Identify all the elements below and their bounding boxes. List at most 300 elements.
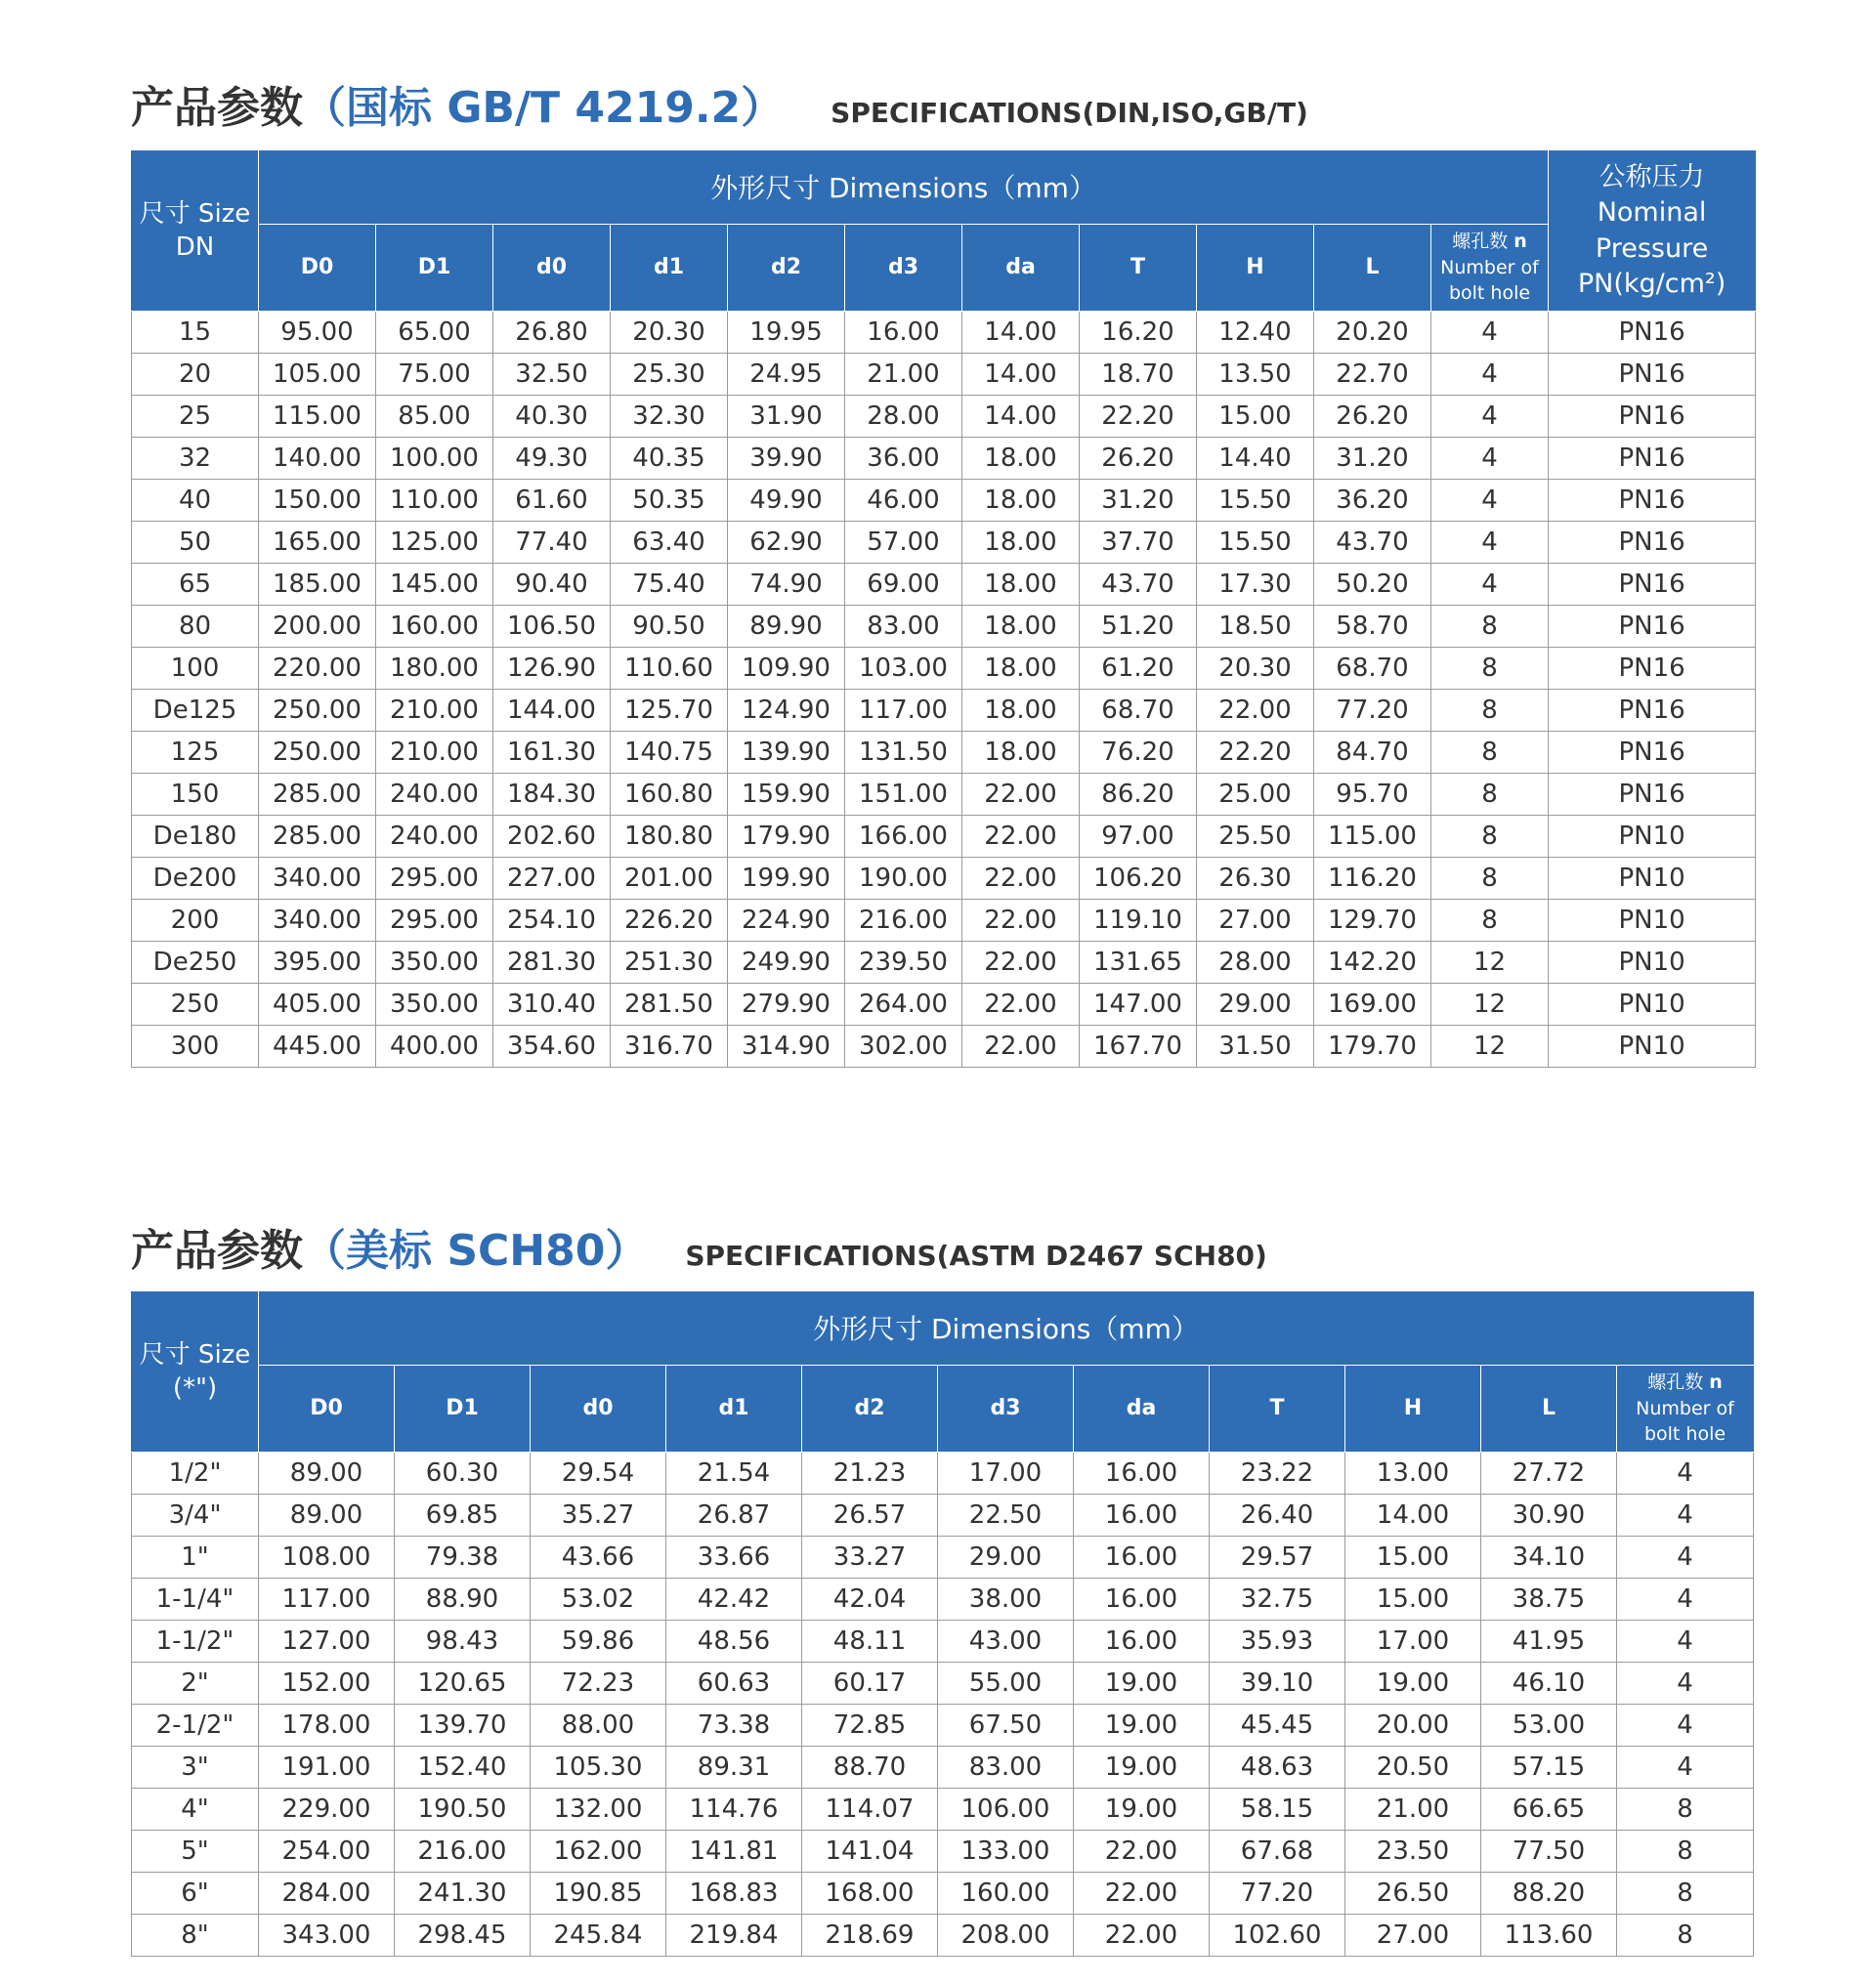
gb-table-cell: 50.35 bbox=[611, 480, 728, 522]
sch-table-cell: 168.83 bbox=[666, 1873, 802, 1915]
gb-table-cell: 119.10 bbox=[1080, 900, 1197, 942]
gb-table-cell: 22.00 bbox=[962, 1026, 1080, 1068]
sch-table-row bbox=[132, 1705, 1754, 1747]
gb-table-cell: 115.00 bbox=[259, 396, 376, 438]
sch-size-cell: 2-1/2" bbox=[132, 1705, 259, 1747]
gb-table-cell: 18.00 bbox=[962, 732, 1080, 774]
sch-table-cell: 23.50 bbox=[1345, 1831, 1481, 1873]
gb-table-cell: 281.50 bbox=[611, 984, 728, 1026]
sch-table-cell: 141.04 bbox=[802, 1831, 938, 1873]
sch-table-cell: 22.00 bbox=[1074, 1915, 1210, 1957]
gb-bolt-line1 bbox=[1431, 229, 1548, 255]
gb-table-cell: 85.00 bbox=[376, 396, 493, 438]
sch-table-cell: 4 bbox=[1617, 1663, 1754, 1705]
gb-nominal-line2: Nominal bbox=[1597, 197, 1707, 229]
gb-table-row bbox=[132, 480, 1756, 522]
sch-table-cell: 219.84 bbox=[666, 1915, 802, 1957]
gb-table-cell: 18.00 bbox=[962, 522, 1080, 564]
sch-table-cell: 60.17 bbox=[802, 1663, 938, 1705]
sch-table-cell: 16.00 bbox=[1074, 1579, 1210, 1621]
gb-table-row bbox=[132, 606, 1756, 648]
sch-table-cell: 21.54 bbox=[666, 1453, 802, 1495]
sch-spec-table bbox=[131, 1291, 1754, 1957]
gb-bolt-n: n bbox=[1514, 231, 1527, 253]
sch-table-cell: 89.31 bbox=[666, 1747, 802, 1789]
sch-table-cell: 19.00 bbox=[1074, 1705, 1210, 1747]
sch-table-cell: 141.81 bbox=[666, 1831, 802, 1873]
sch-col-header: d2 bbox=[802, 1366, 938, 1453]
sch-table-cell: 53.02 bbox=[531, 1579, 666, 1621]
sch-table-cell: 16.00 bbox=[1074, 1621, 1210, 1663]
sch-table-cell: 77.20 bbox=[1210, 1873, 1345, 1915]
gb-table-cell: 115.00 bbox=[1314, 816, 1431, 858]
gb-table-cell: PN10 bbox=[1549, 1026, 1756, 1068]
sch-table-row bbox=[132, 1621, 1754, 1663]
sch-table-cell: 216.00 bbox=[395, 1831, 531, 1873]
gb-table-cell: 15.50 bbox=[1197, 480, 1314, 522]
sch-col-header: D0 bbox=[259, 1366, 395, 1453]
sch-table-cell: 26.87 bbox=[666, 1495, 802, 1537]
gb-col-header: d1 bbox=[611, 225, 728, 312]
gb-title-en: SPECIFICATIONS(DIN,ISO,GB/T) bbox=[831, 97, 1308, 129]
gb-table-cell: 22.00 bbox=[962, 900, 1080, 942]
sch-col-header: d1 bbox=[666, 1366, 802, 1453]
sch-bolt-cn: 螺孔数 bbox=[1647, 1372, 1704, 1394]
gb-table-cell: 129.70 bbox=[1314, 900, 1431, 942]
gb-col-header: d2 bbox=[728, 225, 845, 312]
sch-table-cell: 114.76 bbox=[666, 1789, 802, 1831]
gb-table-cell: 16.20 bbox=[1080, 312, 1197, 354]
gb-table-cell: 100.00 bbox=[376, 438, 493, 480]
sch-table-cell: 229.00 bbox=[259, 1789, 395, 1831]
sch-table-cell: 4 bbox=[1617, 1705, 1754, 1747]
gb-size-cell: De200 bbox=[132, 858, 259, 900]
sch-table-cell: 26.40 bbox=[1210, 1495, 1345, 1537]
sch-table-row bbox=[132, 1495, 1754, 1537]
sch-table-cell: 55.00 bbox=[938, 1663, 1074, 1705]
sch-table-cell: 245.84 bbox=[531, 1915, 666, 1957]
sch-title-cn: 产品参数 bbox=[131, 1226, 303, 1276]
sch-table-cell: 15.00 bbox=[1345, 1537, 1481, 1579]
gb-table-cell: 22.00 bbox=[962, 774, 1080, 816]
gb-table-cell: 77.20 bbox=[1314, 690, 1431, 732]
gb-table-cell: 12.40 bbox=[1197, 312, 1314, 354]
gb-table-cell: 199.90 bbox=[728, 858, 845, 900]
gb-size-header bbox=[132, 151, 259, 312]
gb-table-cell: 310.40 bbox=[493, 984, 611, 1026]
sch-size-cell: 8" bbox=[132, 1915, 259, 1957]
gb-table-cell: 20.20 bbox=[1314, 312, 1431, 354]
sch-table-cell: 35.27 bbox=[531, 1495, 666, 1537]
sch-table-cell: 162.00 bbox=[531, 1831, 666, 1873]
gb-table-cell: 40.30 bbox=[493, 396, 611, 438]
gb-table-cell: 110.60 bbox=[611, 648, 728, 690]
sch-table-cell: 88.20 bbox=[1481, 1873, 1617, 1915]
gb-table-cell: 4 bbox=[1431, 438, 1549, 480]
sch-col-header: d3 bbox=[938, 1366, 1074, 1453]
gb-table-row bbox=[132, 396, 1756, 438]
gb-table-cell: 86.20 bbox=[1080, 774, 1197, 816]
sch-table-cell: 59.86 bbox=[531, 1621, 666, 1663]
gb-table-cell: 75.40 bbox=[611, 564, 728, 606]
sch-table-cell: 72.85 bbox=[802, 1705, 938, 1747]
gb-table-row bbox=[132, 858, 1756, 900]
gb-table-cell: 19.95 bbox=[728, 312, 845, 354]
gb-table-cell: PN10 bbox=[1549, 816, 1756, 858]
gb-table-row bbox=[132, 522, 1756, 564]
gb-size-cell: 32 bbox=[132, 438, 259, 480]
gb-col-header: L bbox=[1314, 225, 1431, 312]
gb-table-cell: 8 bbox=[1431, 816, 1549, 858]
gb-table-cell: 22.70 bbox=[1314, 354, 1431, 396]
gb-table-cell: 28.00 bbox=[1197, 942, 1314, 984]
sch-table-cell: 20.00 bbox=[1345, 1705, 1481, 1747]
gb-table-cell: 140.00 bbox=[259, 438, 376, 480]
gb-table-cell: 39.90 bbox=[728, 438, 845, 480]
gb-table-cell: 63.40 bbox=[611, 522, 728, 564]
gb-table-cell: 167.70 bbox=[1080, 1026, 1197, 1068]
sch-col-header: d0 bbox=[531, 1366, 666, 1453]
sch-table-row bbox=[132, 1789, 1754, 1831]
sch-table-cell: 4 bbox=[1617, 1537, 1754, 1579]
gb-table-cell: 17.30 bbox=[1197, 564, 1314, 606]
gb-table-cell: 202.60 bbox=[493, 816, 611, 858]
sch-col-header: da bbox=[1074, 1366, 1210, 1453]
gb-table-cell: 281.30 bbox=[493, 942, 611, 984]
sch-table-cell: 120.65 bbox=[395, 1663, 531, 1705]
gb-table-cell: 103.00 bbox=[845, 648, 962, 690]
sch-size-cell: 3/4" bbox=[132, 1495, 259, 1537]
sch-table-cell: 29.00 bbox=[938, 1537, 1074, 1579]
sch-table-cell: 218.69 bbox=[802, 1915, 938, 1957]
sch-table-cell: 42.42 bbox=[666, 1579, 802, 1621]
gb-size-cell: 25 bbox=[132, 396, 259, 438]
gb-col-header: D1 bbox=[376, 225, 493, 312]
gb-table-cell: 26.30 bbox=[1197, 858, 1314, 900]
gb-table-cell: 14.00 bbox=[962, 396, 1080, 438]
gb-bolt-cn: 螺孔数 bbox=[1452, 231, 1509, 253]
gb-table-cell: 180.00 bbox=[376, 648, 493, 690]
gb-table-cell: 14.40 bbox=[1197, 438, 1314, 480]
sch-table-cell: 98.43 bbox=[395, 1621, 531, 1663]
sch-table-cell: 42.04 bbox=[802, 1579, 938, 1621]
gb-col-header: D0 bbox=[259, 225, 376, 312]
sch-table-row bbox=[132, 1873, 1754, 1915]
gb-table-cell: PN10 bbox=[1549, 984, 1756, 1026]
gb-table-cell: 201.00 bbox=[611, 858, 728, 900]
gb-table-cell: 90.40 bbox=[493, 564, 611, 606]
sch-size-cell: 3" bbox=[132, 1747, 259, 1789]
gb-nominal-line4: PN(kg/cm²) bbox=[1577, 268, 1727, 299]
gb-table-cell: 62.90 bbox=[728, 522, 845, 564]
sch-table-cell: 43.66 bbox=[531, 1537, 666, 1579]
sch-table-cell: 23.22 bbox=[1210, 1453, 1345, 1495]
sch-size-cell: 1/2" bbox=[132, 1453, 259, 1495]
sch-table-cell: 16.00 bbox=[1074, 1495, 1210, 1537]
sch-table-cell: 58.15 bbox=[1210, 1789, 1345, 1831]
sch-table-cell: 133.00 bbox=[938, 1831, 1074, 1873]
gb-table-cell: 61.20 bbox=[1080, 648, 1197, 690]
sch-table-cell: 72.23 bbox=[531, 1663, 666, 1705]
gb-table-cell: 14.00 bbox=[962, 354, 1080, 396]
gb-table-row bbox=[132, 984, 1756, 1026]
sch-table-cell: 32.75 bbox=[1210, 1579, 1345, 1621]
gb-table-cell: 22.00 bbox=[962, 942, 1080, 984]
gb-table-cell: 314.90 bbox=[728, 1026, 845, 1068]
sch-table-cell: 254.00 bbox=[259, 1831, 395, 1873]
gb-table-cell: 264.00 bbox=[845, 984, 962, 1026]
gb-table-cell: 160.00 bbox=[376, 606, 493, 648]
gb-table-cell: 125.00 bbox=[376, 522, 493, 564]
gb-table-cell: 400.00 bbox=[376, 1026, 493, 1068]
gb-size-cell: 150 bbox=[132, 774, 259, 816]
gb-table-row bbox=[132, 354, 1756, 396]
gb-size-cell: 300 bbox=[132, 1026, 259, 1068]
gb-table-cell: 43.70 bbox=[1314, 522, 1431, 564]
gb-table-cell: 8 bbox=[1431, 690, 1549, 732]
sch-table-cell: 241.30 bbox=[395, 1873, 531, 1915]
gb-col-header: d3 bbox=[845, 225, 962, 312]
gb-table-cell: 190.00 bbox=[845, 858, 962, 900]
gb-table-cell: PN16 bbox=[1549, 354, 1756, 396]
gb-spec-table bbox=[131, 150, 1756, 1068]
gb-table-cell: 220.00 bbox=[259, 648, 376, 690]
gb-table-cell: 279.90 bbox=[728, 984, 845, 1026]
sch-table-cell: 190.85 bbox=[531, 1873, 666, 1915]
sch-size-header-line2: (*") bbox=[172, 1372, 218, 1403]
sch-table-cell: 8 bbox=[1617, 1831, 1754, 1873]
sch-table-cell: 19.00 bbox=[1074, 1747, 1210, 1789]
sch-table-cell: 19.00 bbox=[1345, 1663, 1481, 1705]
sch-table-cell: 38.75 bbox=[1481, 1579, 1617, 1621]
sch-table-cell: 26.57 bbox=[802, 1495, 938, 1537]
gb-table-cell: 395.00 bbox=[259, 942, 376, 984]
gb-table-cell: 18.00 bbox=[962, 438, 1080, 480]
gb-table-cell: 4 bbox=[1431, 480, 1549, 522]
sch-table-cell: 89.00 bbox=[259, 1453, 395, 1495]
sch-table-row bbox=[132, 1453, 1754, 1495]
gb-table-cell: 216.00 bbox=[845, 900, 962, 942]
sch-table-cell: 27.72 bbox=[1481, 1453, 1617, 1495]
gb-table-cell: 75.00 bbox=[376, 354, 493, 396]
sch-table-cell: 168.00 bbox=[802, 1873, 938, 1915]
sch-section-title bbox=[131, 1215, 1267, 1278]
sch-table-cell: 38.00 bbox=[938, 1579, 1074, 1621]
gb-table-cell: 20.30 bbox=[611, 312, 728, 354]
gb-table-cell: 18.00 bbox=[962, 606, 1080, 648]
gb-table-cell: 36.00 bbox=[845, 438, 962, 480]
gb-size-cell: 65 bbox=[132, 564, 259, 606]
sch-table-cell: 343.00 bbox=[259, 1915, 395, 1957]
gb-table-cell: 22.20 bbox=[1080, 396, 1197, 438]
gb-table-cell: 179.90 bbox=[728, 816, 845, 858]
gb-table-cell: 131.50 bbox=[845, 732, 962, 774]
sch-bolt-hole-header bbox=[1617, 1366, 1754, 1453]
gb-table-cell: 251.30 bbox=[611, 942, 728, 984]
gb-table-cell: 16.00 bbox=[845, 312, 962, 354]
sch-table-cell: 35.93 bbox=[1210, 1621, 1345, 1663]
gb-table-cell: 32.30 bbox=[611, 396, 728, 438]
gb-table-cell: 68.70 bbox=[1080, 690, 1197, 732]
gb-table-cell: 49.90 bbox=[728, 480, 845, 522]
sch-table-cell: 16.00 bbox=[1074, 1537, 1210, 1579]
sch-table-cell: 66.65 bbox=[1481, 1789, 1617, 1831]
gb-size-cell: 125 bbox=[132, 732, 259, 774]
sch-table-row bbox=[132, 1579, 1754, 1621]
gb-col-header: da bbox=[962, 225, 1080, 312]
gb-table-cell: 90.50 bbox=[611, 606, 728, 648]
gb-size-cell: 100 bbox=[132, 648, 259, 690]
gb-table-cell: 21.00 bbox=[845, 354, 962, 396]
gb-table-cell: 22.00 bbox=[962, 816, 1080, 858]
gb-table-cell: 18.00 bbox=[962, 564, 1080, 606]
sch-bolt-line2: Number of bbox=[1636, 1397, 1734, 1419]
gb-table-cell: 8 bbox=[1431, 858, 1549, 900]
gb-table-cell: 43.70 bbox=[1080, 564, 1197, 606]
gb-table-cell: 200.00 bbox=[259, 606, 376, 648]
gb-table-row bbox=[132, 900, 1756, 942]
sch-table-cell: 160.00 bbox=[938, 1873, 1074, 1915]
sch-table-cell: 83.00 bbox=[938, 1747, 1074, 1789]
gb-table-row bbox=[132, 564, 1756, 606]
gb-table-row bbox=[132, 312, 1756, 354]
gb-table-cell: 151.00 bbox=[845, 774, 962, 816]
sch-table-cell: 4 bbox=[1617, 1621, 1754, 1663]
sch-table-cell: 15.00 bbox=[1345, 1579, 1481, 1621]
gb-table-cell: 50.20 bbox=[1314, 564, 1431, 606]
gb-table-cell: 18.00 bbox=[962, 648, 1080, 690]
gb-table-row bbox=[132, 690, 1756, 732]
sch-table-cell: 8 bbox=[1617, 1915, 1754, 1957]
gb-table-row bbox=[132, 648, 1756, 690]
sch-table-cell: 69.85 bbox=[395, 1495, 531, 1537]
gb-table-cell: 139.90 bbox=[728, 732, 845, 774]
gb-table-cell: 31.20 bbox=[1314, 438, 1431, 480]
gb-table-cell: 350.00 bbox=[376, 942, 493, 984]
gb-title-cn: 产品参数 bbox=[131, 83, 303, 133]
gb-table-cell: 76.20 bbox=[1080, 732, 1197, 774]
sch-col-header: T bbox=[1210, 1366, 1345, 1453]
gb-table-cell: 74.90 bbox=[728, 564, 845, 606]
gb-table-cell: 285.00 bbox=[259, 774, 376, 816]
gb-table-cell: 239.50 bbox=[845, 942, 962, 984]
sch-table-cell: 102.60 bbox=[1210, 1915, 1345, 1957]
gb-table-cell: 405.00 bbox=[259, 984, 376, 1026]
gb-table-cell: 69.00 bbox=[845, 564, 962, 606]
gb-table-cell: PN16 bbox=[1549, 480, 1756, 522]
gb-table-cell: 109.90 bbox=[728, 648, 845, 690]
gb-table-cell: 12 bbox=[1431, 1026, 1549, 1068]
gb-bolt-line2: Number of bbox=[1440, 256, 1539, 278]
gb-table-cell: 250.00 bbox=[259, 732, 376, 774]
gb-table-cell: 184.30 bbox=[493, 774, 611, 816]
gb-nominal-pressure-header bbox=[1549, 151, 1756, 312]
sch-table-cell: 19.00 bbox=[1074, 1789, 1210, 1831]
gb-table-cell: 25.00 bbox=[1197, 774, 1314, 816]
gb-table-cell: 106.50 bbox=[493, 606, 611, 648]
sch-table-cell: 152.40 bbox=[395, 1747, 531, 1789]
sch-table-cell: 17.00 bbox=[938, 1453, 1074, 1495]
sch-table-cell: 34.10 bbox=[1481, 1537, 1617, 1579]
sch-table-cell: 89.00 bbox=[259, 1495, 395, 1537]
gb-table-cell: 340.00 bbox=[259, 858, 376, 900]
sch-table-cell: 190.50 bbox=[395, 1789, 531, 1831]
sch-table-cell: 4 bbox=[1617, 1747, 1754, 1789]
gb-table-cell: 8 bbox=[1431, 606, 1549, 648]
gb-table-cell: 32.50 bbox=[493, 354, 611, 396]
gb-table-cell: PN16 bbox=[1549, 648, 1756, 690]
gb-table-cell: 117.00 bbox=[845, 690, 962, 732]
sch-table-cell: 33.27 bbox=[802, 1537, 938, 1579]
gb-table-cell: PN16 bbox=[1549, 690, 1756, 732]
gb-table-cell: 160.80 bbox=[611, 774, 728, 816]
gb-table-cell: PN16 bbox=[1549, 606, 1756, 648]
gb-table-cell: 26.20 bbox=[1080, 438, 1197, 480]
gb-table-cell: PN16 bbox=[1549, 564, 1756, 606]
sch-table-cell: 117.00 bbox=[259, 1579, 395, 1621]
gb-table-cell: 166.00 bbox=[845, 816, 962, 858]
sch-size-cell: 6" bbox=[132, 1873, 259, 1915]
gb-table-cell: 145.00 bbox=[376, 564, 493, 606]
sch-table-cell: 152.00 bbox=[259, 1663, 395, 1705]
gb-table-cell: 31.90 bbox=[728, 396, 845, 438]
gb-col-header: T bbox=[1080, 225, 1197, 312]
gb-col-header: d0 bbox=[493, 225, 611, 312]
gb-table-cell: 161.30 bbox=[493, 732, 611, 774]
gb-size-header-line1: 尺寸 Size bbox=[139, 198, 251, 229]
gb-section-title bbox=[131, 72, 1308, 135]
sch-table-cell: 4 bbox=[1617, 1579, 1754, 1621]
gb-table-cell: 295.00 bbox=[376, 858, 493, 900]
gb-table-cell: 4 bbox=[1431, 312, 1549, 354]
sch-table-cell: 4 bbox=[1617, 1453, 1754, 1495]
sch-table-cell: 20.50 bbox=[1345, 1747, 1481, 1789]
sch-table-cell: 114.07 bbox=[802, 1789, 938, 1831]
gb-table-cell: 95.00 bbox=[259, 312, 376, 354]
sch-table-row bbox=[132, 1915, 1754, 1957]
gb-table-cell: 8 bbox=[1431, 774, 1549, 816]
sch-table-cell: 139.70 bbox=[395, 1705, 531, 1747]
gb-table-row bbox=[132, 1026, 1756, 1068]
sch-title-en: SPECIFICATIONS(ASTM D2467 SCH80) bbox=[685, 1240, 1267, 1272]
gb-table-cell: 169.00 bbox=[1314, 984, 1431, 1026]
sch-table-cell: 79.38 bbox=[395, 1537, 531, 1579]
sch-size-cell: 2" bbox=[132, 1663, 259, 1705]
gb-table-cell: 302.00 bbox=[845, 1026, 962, 1068]
gb-table-cell: 18.00 bbox=[962, 690, 1080, 732]
sch-table-cell: 26.50 bbox=[1345, 1873, 1481, 1915]
gb-size-cell: 200 bbox=[132, 900, 259, 942]
sch-table-cell: 105.30 bbox=[531, 1747, 666, 1789]
gb-table-cell: 250.00 bbox=[259, 690, 376, 732]
sch-table-cell: 73.38 bbox=[666, 1705, 802, 1747]
gb-table-cell: 77.40 bbox=[493, 522, 611, 564]
gb-table-cell: 131.65 bbox=[1080, 942, 1197, 984]
gb-bolt-line3: bolt hole bbox=[1448, 282, 1531, 305]
sch-col-header: D1 bbox=[395, 1366, 531, 1453]
sch-size-cell: 1-1/4" bbox=[132, 1579, 259, 1621]
sch-table-body bbox=[132, 1453, 1754, 1957]
gb-table-cell: 249.90 bbox=[728, 942, 845, 984]
gb-table-cell: 285.00 bbox=[259, 816, 376, 858]
sch-table-cell: 22.00 bbox=[1074, 1873, 1210, 1915]
sch-col-header: L bbox=[1481, 1366, 1617, 1453]
gb-table-cell: 37.70 bbox=[1080, 522, 1197, 564]
gb-table-cell: 36.20 bbox=[1314, 480, 1431, 522]
gb-table-cell: 110.00 bbox=[376, 480, 493, 522]
sch-col-header: H bbox=[1345, 1366, 1481, 1453]
gb-table-cell: 31.50 bbox=[1197, 1026, 1314, 1068]
